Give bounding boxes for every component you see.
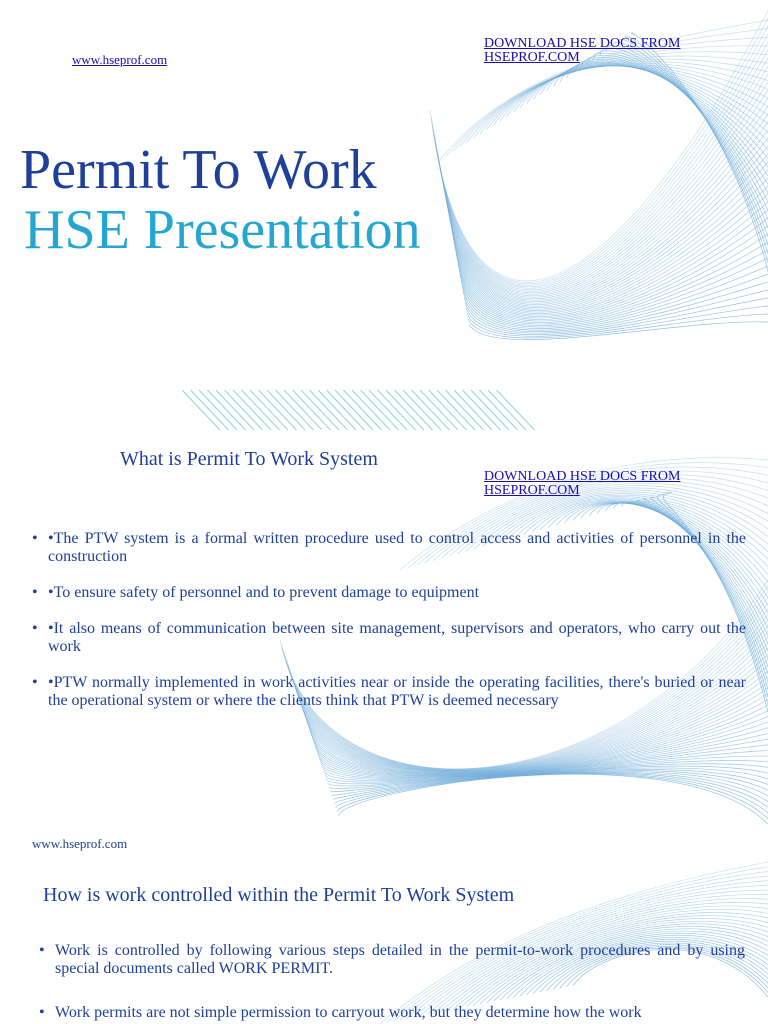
- wave-line: [318, 739, 768, 777]
- slide-what-is-ptw: [0, 430, 768, 862]
- wave-line: [320, 745, 768, 778]
- wave-line: [309, 699, 768, 774]
- wave-line: [461, 258, 768, 327]
- wave-line: [446, 138, 768, 305]
- wave-line: [500, 65, 768, 121]
- wave-line: [473, 56, 768, 138]
- wave-line: [466, 298, 768, 335]
- hatch-line: [352, 390, 390, 430]
- bullet-list: [32, 530, 746, 710]
- wave-line: [449, 162, 768, 309]
- wave-line: [465, 290, 768, 333]
- hatch-line: [344, 390, 382, 430]
- wave-line: [587, 53, 768, 211]
- wave-line: [337, 774, 768, 819]
- hatch-line: [242, 390, 280, 430]
- wave-line: [332, 771, 768, 796]
- list-item: • •It also means of communication between site management, supervisors and operators, who carry out the work: [32, 620, 746, 655]
- wave-line: [450, 170, 768, 311]
- hatch-line: [301, 390, 339, 430]
- hatch-line: [310, 390, 348, 430]
- site-link[interactable]: www.hseprof.com: [72, 52, 168, 67]
- hatch-line: [378, 390, 416, 430]
- wave-line: [580, 55, 768, 202]
- wave-line: [593, 51, 768, 220]
- list-item: • •To ensure safety of personnel and to prevent damage to equipment: [32, 584, 480, 601]
- slide-how-work-controlled: [0, 862, 768, 1024]
- wave-line: [441, 98, 768, 297]
- wave-line: [625, 36, 768, 263]
- wave-line: [314, 722, 768, 776]
- wave-line: [442, 106, 768, 299]
- hatch-line: [361, 390, 399, 430]
- slide-heading: What is Permit To Work System: [120, 448, 378, 470]
- wave-line: [317, 733, 768, 776]
- wave-line: [330, 770, 768, 791]
- slide-heading: How is work controlled within the Permit To Work System: [43, 884, 515, 906]
- hatch-line: [208, 390, 246, 430]
- hatch-line: [182, 390, 220, 430]
- wave-line: [447, 146, 768, 306]
- wave-line: [453, 194, 768, 315]
- hatch-line: [403, 390, 441, 430]
- wave-line: [434, 42, 768, 287]
- wave-line: [480, 59, 768, 134]
- hatch-line: [488, 390, 526, 430]
- wave-line: [533, 65, 768, 141]
- wave-line: [600, 48, 768, 228]
- wave-line: [493, 63, 768, 125]
- wave-line: [454, 202, 768, 317]
- wave-line: [436, 58, 768, 290]
- wave-line: [438, 74, 768, 293]
- wave-line: [553, 62, 768, 167]
- hatch-line: [420, 390, 458, 430]
- hatch-line: [216, 390, 254, 430]
- wave-line: [326, 766, 768, 784]
- wave-line: [619, 39, 768, 254]
- hatch-line: [497, 390, 535, 430]
- wave-line: [433, 34, 768, 285]
- hatch-line: [480, 390, 518, 430]
- wave-line: [487, 62, 768, 130]
- wave-line: [440, 90, 768, 296]
- wave-line: [322, 756, 768, 780]
- hatch-line: [225, 390, 263, 430]
- hatch-line: [335, 390, 373, 430]
- wave-line: [513, 66, 768, 115]
- wave-line: [313, 716, 768, 775]
- hatch-line: [233, 390, 271, 430]
- wave-line: [439, 82, 768, 294]
- wave-line: [329, 769, 768, 788]
- wave-line: [527, 66, 768, 133]
- list-item: • •PTW normally implemented in work activities near or inside the operating facilities, there's buried or near the operational system or where the clients think that PTW is deemed necessary: [32, 674, 746, 709]
- wave-line: [573, 57, 768, 193]
- wave-line: [507, 65, 768, 116]
- wave-line: [468, 314, 768, 338]
- hatch-line: [250, 390, 288, 430]
- wave-line: [540, 64, 768, 150]
- download-link[interactable]: DOWNLOAD HSE DOCS FROM HSEPROF.COM: [484, 469, 681, 498]
- wave-line: [457, 226, 768, 321]
- hatch-line: [293, 390, 331, 430]
- wave-line: [339, 774, 768, 824]
- hatch-line: [191, 390, 229, 430]
- wave-line: [435, 50, 768, 288]
- wave-line: [460, 250, 768, 326]
- wave-line: [336, 773, 768, 813]
- wave-line: [443, 114, 768, 300]
- hatch-line: [369, 390, 407, 430]
- hatch-line: [318, 390, 356, 430]
- wave-line: [310, 705, 768, 774]
- wave-line: [451, 178, 768, 312]
- hatch-line: [284, 390, 322, 430]
- wave-line: [456, 218, 768, 320]
- wave-line: [445, 130, 768, 303]
- wave-line: [315, 728, 768, 776]
- hatch-line: [412, 390, 450, 430]
- wave-line: [455, 210, 768, 318]
- wave-line: [452, 186, 768, 314]
- wave-line: [560, 61, 768, 176]
- wave-line: [520, 66, 768, 124]
- wave-line: [462, 266, 768, 329]
- wave-line: [464, 282, 768, 332]
- hatch-line: [446, 390, 484, 430]
- hatch-line: [259, 390, 297, 430]
- wave-line: [444, 122, 768, 302]
- title-permit-to-work: Permit To Work: [20, 139, 377, 201]
- hatch-line: [454, 390, 492, 430]
- wave-line: [613, 42, 768, 245]
- wave-line: [632, 33, 768, 272]
- download-link[interactable]: DOWNLOAD HSE DOCS FROM HSEPROF.COM: [484, 36, 681, 65]
- wave-line: [467, 52, 768, 143]
- wave-line: [333, 772, 768, 802]
- title-hse-presentation: HSE Presentation: [24, 199, 421, 261]
- wave-line: [324, 760, 768, 780]
- hatch-line: [327, 390, 365, 430]
- wave-line: [311, 711, 768, 775]
- hatch-line: [276, 390, 314, 430]
- wave-line: [448, 154, 768, 308]
- hatch-line: [386, 390, 424, 430]
- list-item: • Work is controlled by following various steps detailed in the permit-to-work procedures and by using special documents called WORK PERMIT.: [39, 942, 745, 977]
- slide-title: [0, 0, 768, 430]
- wave-line: [567, 59, 768, 184]
- wave-line: [547, 64, 768, 159]
- wave-line: [325, 764, 768, 782]
- wave-line: [467, 306, 768, 336]
- hatch-line: [463, 390, 501, 430]
- wave-line: [607, 45, 768, 236]
- wave-line: [458, 234, 768, 323]
- hatch-line: [267, 390, 305, 430]
- wave-line: [328, 768, 768, 786]
- footer-site: www.hseprof.com: [32, 836, 128, 851]
- hatch-line: [395, 390, 433, 430]
- bullet-list: [39, 942, 745, 1022]
- wave-line: [335, 773, 768, 808]
- wave-line: [463, 274, 768, 330]
- wave-line: [321, 750, 768, 778]
- wave-line: [459, 242, 768, 324]
- hatch-line: [429, 390, 467, 430]
- hatch-line: [471, 390, 509, 430]
- wave-line: [469, 322, 768, 340]
- hatch-line: [199, 390, 237, 430]
- list-item: • •The PTW system is a formal written procedure used to control access and activities of personnel in the construction: [32, 530, 746, 565]
- list-item: • Work permits are not simple permission to carryout work, but they determine how the work: [39, 1004, 642, 1021]
- hatch-line: [437, 390, 475, 430]
- wave-line: [437, 66, 768, 291]
